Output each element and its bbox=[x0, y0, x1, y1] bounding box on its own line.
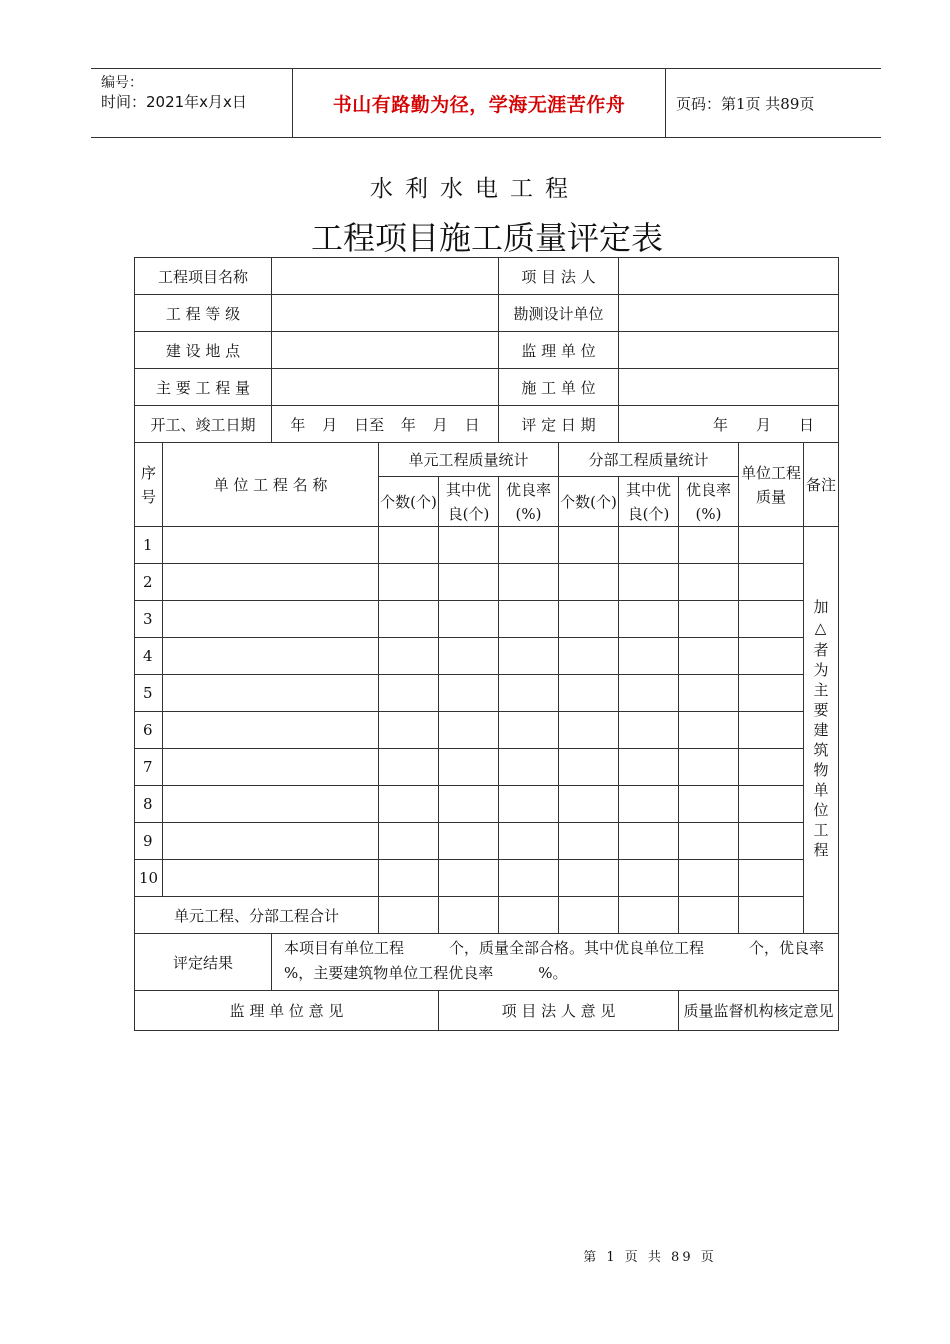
header-motto-cell bbox=[293, 69, 666, 137]
motto: 书山有路勤为径，学海无涯苦作舟 bbox=[332, 93, 626, 116]
data-cell[interactable] bbox=[559, 675, 619, 712]
start-end-value[interactable] bbox=[272, 406, 499, 443]
opinion-row bbox=[135, 991, 839, 1031]
result-text: 本项目有单位工程 个，质量全部合格。其中优良单位工程 个，优良率 %，主要建筑物单位工程优良率 %。 bbox=[272, 934, 839, 991]
data-cell[interactable] bbox=[439, 638, 499, 675]
location-label: 建 设 地 点 bbox=[135, 332, 272, 369]
data-cell[interactable] bbox=[739, 675, 804, 712]
data-cell[interactable] bbox=[739, 786, 804, 823]
unit-name-cell[interactable] bbox=[163, 712, 379, 749]
row-number: 4 bbox=[135, 638, 163, 675]
legal-person-opinion[interactable]: 项 目 法 人 意 见 bbox=[439, 991, 679, 1031]
data-cell[interactable] bbox=[499, 860, 559, 897]
data-cell[interactable] bbox=[439, 527, 499, 564]
result-label-cell bbox=[135, 934, 272, 991]
data-cell[interactable] bbox=[379, 823, 439, 860]
data-cell[interactable] bbox=[439, 564, 499, 601]
data-cell[interactable] bbox=[439, 601, 499, 638]
data-cell[interactable] bbox=[559, 749, 619, 786]
number-label: 编号： bbox=[101, 75, 143, 91]
remark-text: 加△者为主要建筑物单位工程 bbox=[811, 598, 830, 862]
day-to-label: 日至 bbox=[354, 415, 385, 434]
data-cell[interactable] bbox=[739, 749, 804, 786]
data-cell[interactable] bbox=[499, 601, 559, 638]
data-cell[interactable] bbox=[379, 749, 439, 786]
remark-header: 备注 bbox=[804, 443, 839, 527]
data-cell[interactable] bbox=[499, 786, 559, 823]
construction-unit-label: 施 工 单 位 bbox=[499, 369, 619, 406]
unit-name-cell[interactable] bbox=[163, 860, 379, 897]
survey-unit-value[interactable] bbox=[619, 295, 839, 332]
data-cell[interactable] bbox=[619, 675, 679, 712]
main-quantity-label: 主 要 工 程 量 bbox=[135, 369, 272, 406]
year-label: 年 bbox=[290, 415, 306, 434]
result-row bbox=[135, 934, 839, 991]
element-rate-header: 优良率(%) bbox=[499, 477, 559, 527]
data-cell[interactable] bbox=[619, 786, 679, 823]
header-meta bbox=[91, 69, 293, 137]
row-number: 7 bbox=[135, 749, 163, 786]
data-cell[interactable] bbox=[679, 823, 739, 860]
time-label: 时间：2021年x月x日 bbox=[101, 93, 247, 111]
grade-value[interactable] bbox=[272, 295, 499, 332]
data-cell[interactable] bbox=[679, 786, 739, 823]
data-cell[interactable] bbox=[619, 601, 679, 638]
month-label: 月 bbox=[322, 415, 338, 434]
info-row bbox=[135, 258, 839, 295]
row-number: 1 bbox=[135, 527, 163, 564]
seq-header: 序号 bbox=[135, 443, 163, 527]
row-number: 9 bbox=[135, 823, 163, 860]
document-header bbox=[91, 68, 881, 138]
row-number: 2 bbox=[135, 564, 163, 601]
day-label: 日 bbox=[799, 415, 815, 434]
data-cell[interactable] bbox=[379, 638, 439, 675]
year-label: 年 bbox=[400, 415, 416, 434]
data-cell[interactable] bbox=[499, 564, 559, 601]
data-cell[interactable] bbox=[739, 601, 804, 638]
data-cell[interactable] bbox=[379, 527, 439, 564]
row-number: 8 bbox=[135, 786, 163, 823]
division-rate-header: 优良率(%) bbox=[679, 477, 739, 527]
data-cell[interactable] bbox=[559, 860, 619, 897]
main-quantity-value[interactable] bbox=[272, 369, 499, 406]
project-name-value[interactable] bbox=[272, 258, 499, 295]
project-name-label: 工程项目名称 bbox=[135, 258, 272, 295]
total-row bbox=[135, 897, 839, 934]
start-end-label: 开工、竣工日期 bbox=[135, 406, 272, 443]
unit-name-cell[interactable] bbox=[163, 786, 379, 823]
info-row bbox=[135, 332, 839, 369]
data-cell[interactable] bbox=[679, 527, 739, 564]
data-cell[interactable] bbox=[619, 527, 679, 564]
data-cell[interactable] bbox=[439, 823, 499, 860]
stats-header-row bbox=[135, 443, 839, 477]
element-count-header: 个数(个) bbox=[379, 477, 439, 527]
total-label: 单元工程、分部工程合计 bbox=[135, 897, 379, 934]
table-row bbox=[135, 527, 839, 564]
table-row bbox=[135, 786, 839, 823]
data-cell[interactable] bbox=[559, 897, 619, 934]
unit-name-cell[interactable] bbox=[163, 749, 379, 786]
unit-name-cell[interactable] bbox=[163, 638, 379, 675]
data-cell[interactable] bbox=[559, 786, 619, 823]
data-cell[interactable] bbox=[559, 564, 619, 601]
month-label: 月 bbox=[432, 415, 448, 434]
data-cell[interactable] bbox=[379, 564, 439, 601]
data-cell[interactable] bbox=[739, 823, 804, 860]
data-cell[interactable] bbox=[439, 786, 499, 823]
table-row bbox=[135, 823, 839, 860]
data-cell[interactable] bbox=[559, 638, 619, 675]
unit-name-cell[interactable] bbox=[163, 564, 379, 601]
eval-date-value[interactable] bbox=[619, 406, 839, 443]
element-excellent-header: 其中优良(个) bbox=[439, 477, 499, 527]
page-code: 页码：第1页 共89页 bbox=[676, 94, 815, 113]
table-row bbox=[135, 638, 839, 675]
data-cell[interactable] bbox=[559, 527, 619, 564]
data-cell[interactable] bbox=[499, 675, 559, 712]
quality-agency-opinion[interactable]: 质量监督机构核定意见 bbox=[679, 991, 839, 1031]
data-cell[interactable] bbox=[679, 860, 739, 897]
data-cell[interactable] bbox=[499, 527, 559, 564]
data-cell[interactable] bbox=[619, 823, 679, 860]
result-label: 评定结果 bbox=[173, 953, 234, 972]
division-stats-header: 分部工程质量统计 bbox=[559, 443, 739, 477]
table-row bbox=[135, 749, 839, 786]
title-line1: 水利水电工程 bbox=[370, 176, 580, 202]
data-cell[interactable] bbox=[619, 564, 679, 601]
data-cell[interactable] bbox=[739, 712, 804, 749]
data-cell[interactable] bbox=[739, 897, 804, 934]
table-row bbox=[135, 564, 839, 601]
legal-person-value[interactable] bbox=[619, 258, 839, 295]
data-cell[interactable] bbox=[499, 749, 559, 786]
year-label: 年 bbox=[713, 415, 729, 434]
unit-name-cell[interactable] bbox=[163, 527, 379, 564]
page-footer: 第 1 页 共 89 页 bbox=[583, 1250, 717, 1265]
remark-cell bbox=[804, 527, 839, 934]
data-cell[interactable] bbox=[439, 712, 499, 749]
element-stats-header: 单元工程质量统计 bbox=[379, 443, 559, 477]
supervision-unit-value[interactable] bbox=[619, 332, 839, 369]
data-cell[interactable] bbox=[499, 638, 559, 675]
data-cell[interactable] bbox=[619, 638, 679, 675]
data-cell[interactable] bbox=[499, 897, 559, 934]
data-cell[interactable] bbox=[379, 601, 439, 638]
month-label: 月 bbox=[756, 415, 772, 434]
table-row bbox=[135, 601, 839, 638]
data-cell[interactable] bbox=[679, 675, 739, 712]
construction-unit-value[interactable] bbox=[619, 369, 839, 406]
data-cell[interactable] bbox=[739, 527, 804, 564]
data-cell[interactable] bbox=[439, 897, 499, 934]
data-cell[interactable] bbox=[439, 675, 499, 712]
data-cell[interactable] bbox=[379, 675, 439, 712]
data-cell[interactable] bbox=[619, 897, 679, 934]
data-cell[interactable] bbox=[559, 823, 619, 860]
data-cell[interactable] bbox=[739, 860, 804, 897]
title-line2: 工程项目施工质量评定表 bbox=[310, 219, 663, 257]
header-page-cell bbox=[666, 69, 881, 137]
data-cell[interactable] bbox=[379, 712, 439, 749]
data-cell[interactable] bbox=[379, 897, 439, 934]
data-cell[interactable] bbox=[439, 860, 499, 897]
legal-person-label: 项 目 法 人 bbox=[499, 258, 619, 295]
unit-name-cell[interactable] bbox=[163, 601, 379, 638]
unit-name-cell[interactable] bbox=[163, 675, 379, 712]
row-number: 5 bbox=[135, 675, 163, 712]
data-cell[interactable] bbox=[439, 749, 499, 786]
info-row bbox=[135, 406, 839, 443]
info-row bbox=[135, 295, 839, 332]
day-label: 日 bbox=[464, 415, 480, 434]
supervision-opinion[interactable]: 监 理 单 位 意 见 bbox=[135, 991, 439, 1031]
unit-name-cell[interactable] bbox=[163, 823, 379, 860]
table-row bbox=[135, 675, 839, 712]
data-cell[interactable] bbox=[679, 712, 739, 749]
unit-name-header: 单 位 工 程 名 称 bbox=[163, 443, 379, 527]
data-cell[interactable] bbox=[499, 712, 559, 749]
data-cell[interactable] bbox=[679, 749, 739, 786]
table-row bbox=[135, 860, 839, 897]
data-cell[interactable] bbox=[619, 860, 679, 897]
data-cell[interactable] bbox=[499, 823, 559, 860]
data-cell[interactable] bbox=[739, 564, 804, 601]
data-cell[interactable] bbox=[619, 749, 679, 786]
quality-evaluation-table bbox=[134, 257, 870, 1031]
row-number: 6 bbox=[135, 712, 163, 749]
data-cell[interactable] bbox=[379, 860, 439, 897]
data-cell[interactable] bbox=[679, 601, 739, 638]
row-number: 3 bbox=[135, 601, 163, 638]
data-cell[interactable] bbox=[559, 712, 619, 749]
location-value[interactable] bbox=[272, 332, 499, 369]
data-cell[interactable] bbox=[679, 638, 739, 675]
supervision-unit-label: 监 理 单 位 bbox=[499, 332, 619, 369]
table-row bbox=[135, 712, 839, 749]
data-cell[interactable] bbox=[679, 564, 739, 601]
survey-unit-label: 勘测设计单位 bbox=[499, 295, 619, 332]
data-cell[interactable] bbox=[559, 601, 619, 638]
division-excellent-header: 其中优良(个) bbox=[619, 477, 679, 527]
info-row bbox=[135, 369, 839, 406]
row-number: 10 bbox=[135, 860, 163, 897]
data-cell[interactable] bbox=[739, 638, 804, 675]
data-cell[interactable] bbox=[679, 897, 739, 934]
division-count-header: 个数(个) bbox=[559, 477, 619, 527]
data-cell[interactable] bbox=[619, 712, 679, 749]
grade-label: 工 程 等 级 bbox=[135, 295, 272, 332]
data-cell[interactable] bbox=[379, 786, 439, 823]
eval-date-label: 评 定 日 期 bbox=[499, 406, 619, 443]
unit-quality-header: 单位工程质量 bbox=[739, 443, 804, 527]
